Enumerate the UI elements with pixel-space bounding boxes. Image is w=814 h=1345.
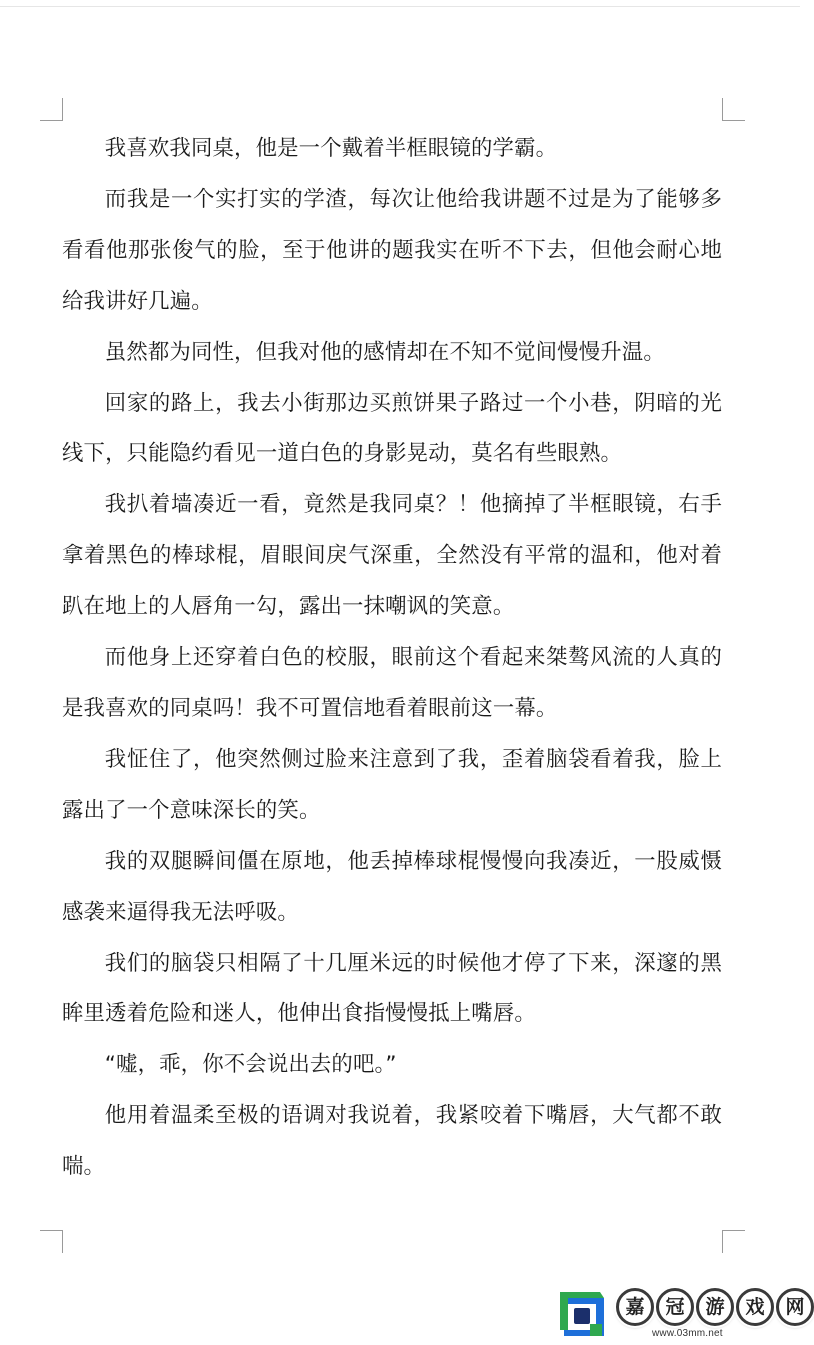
paragraph: 我们的脑袋只相隔了十几厘米远的时候他才停了下来，深邃的黑眸里透着危险和迷人，他伸出食指慢慢抵上嘴唇。 (62, 950, 722, 1027)
document-body (62, 124, 722, 1193)
watermark-char: 冠 (656, 1288, 694, 1326)
crop-mark-top-left (40, 98, 63, 121)
crop-mark-top-right (722, 98, 745, 121)
watermark-title (616, 1288, 814, 1332)
watermark-char: 游 (696, 1288, 734, 1326)
paragraph: 回家的路上，我去小街那边买煎饼果子路过一个小巷，阴暗的光线下，只能隐约看见一道白色的身影晃动，莫名有些眼熟。 (62, 390, 722, 467)
paragraph: 我喜欢我同桌，他是一个戴着半框眼镜的学霸。 (104, 136, 558, 161)
crop-mark-bottom-left (40, 1230, 63, 1253)
watermark-char: 戏 (736, 1288, 774, 1326)
crop-mark-bottom-right (722, 1230, 745, 1253)
paragraph: 而他身上还穿着白色的校服，眼前这个看起来桀骜风流的人真的是我喜欢的同桌吗！我不可置信地看着眼前这一幕。 (62, 645, 722, 721)
watermark-char: 网 (776, 1288, 814, 1326)
paragraph: 我的双腿瞬间僵在原地，他丢掉棒球棍慢慢向我凑近，一股威慑感袭来逼得我无法呼吸。 (62, 848, 722, 925)
site-watermark (554, 1284, 805, 1342)
top-divider (0, 6, 800, 7)
paragraph: 他用着温柔至极的语调对我说着，我紧咬着下嘴唇，大气都不敢喘。 (62, 1103, 722, 1180)
paragraph: 我怔住了，他突然侧过脸来注意到了我，歪着脑袋看着我，脸上露出了一个意味深长的笑。 (62, 746, 722, 823)
paragraph: “嘘，乖，你不会说出去的吧。” (104, 1052, 397, 1078)
watermark-char: 嘉 (616, 1288, 654, 1326)
watermark-url: www.03mm.net (652, 1328, 723, 1339)
paragraph: 我扒着墙凑近一看，竟然是我同桌？！他摘掉了半框眼镜，右手拿着黑色的棒球棍，眉眼间戾气深重，全然没有平常的温和，他对着趴在地上的人唇角一勾，露出一抹嘲讽的笑意。 (62, 492, 722, 620)
paragraph: 而我是一个实打实的学渣，每次让他给我讲题不过是为了能够多看看他那张俊气的脸，至于他讲的题我实在听不下去，但他会耐心地给我讲好几遍。 (62, 186, 722, 314)
jiaguan-logo-icon (554, 1288, 610, 1340)
paragraph: 虽然都为同性，但我对他的感情却在不知不觉间慢慢升温。 (104, 339, 665, 365)
